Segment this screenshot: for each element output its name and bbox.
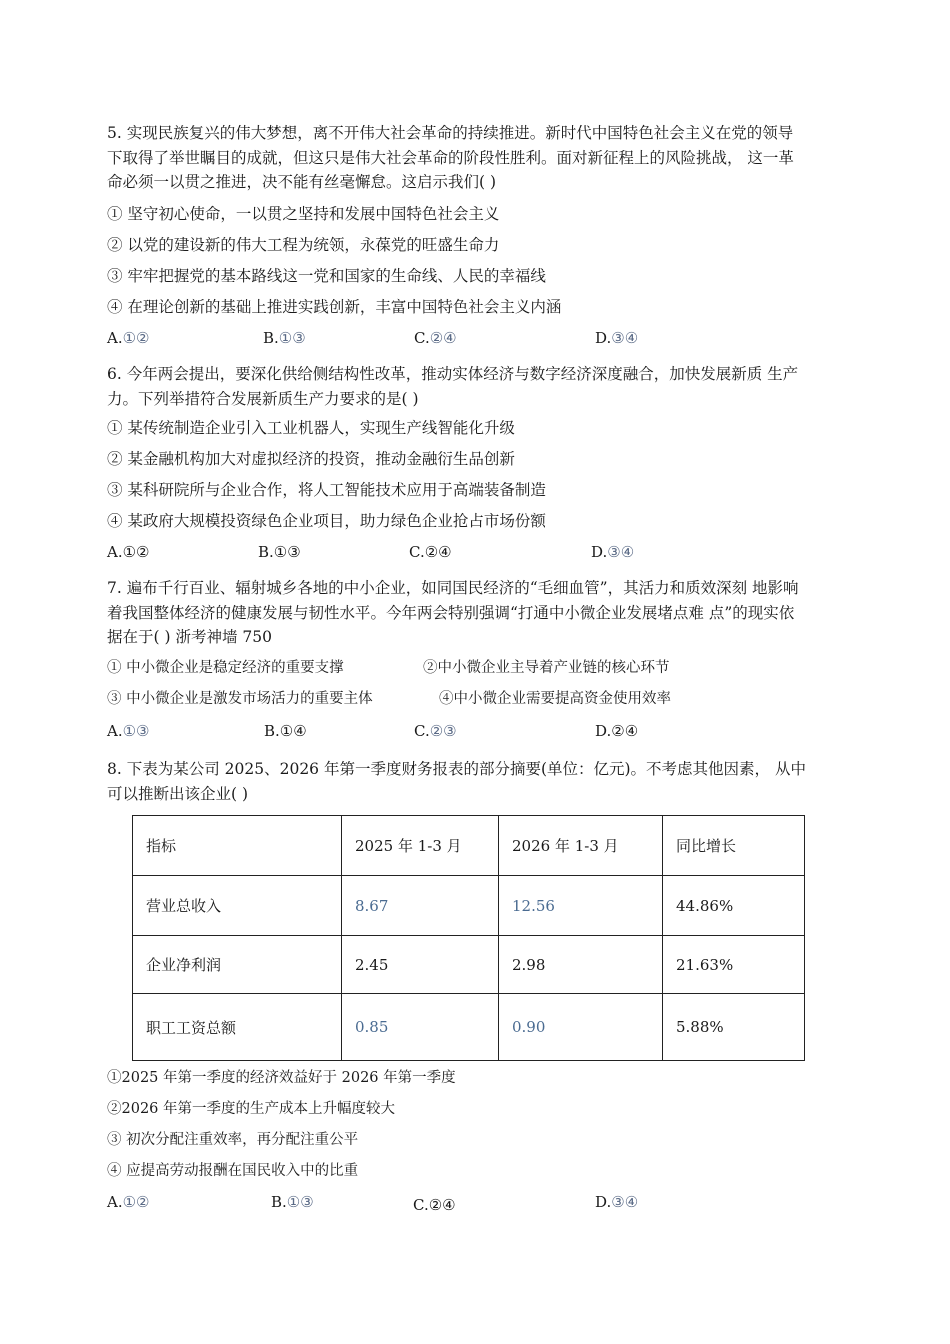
table-cell: 5.88% <box>663 994 805 1061</box>
question-5-option-d[interactable]: D.③④ <box>595 329 639 347</box>
question-8-statement-3: ③ 初次分配注重效率，再分配注重公平 <box>107 1132 359 1148</box>
question-5-stem: 5. 实现民族复兴的伟大梦想，离不开伟大社会革命的持续推进。新时代中国特色社会主义在党的领导下取得了举世瞩目的成就，但这只是伟大社会革命的阶段性胜利。面对新征程上的风险挑战， 这一革命必须一以贯之推进，决不能有丝毫懈怠。这启示我们( ) <box>107 124 794 191</box>
question-7-stem: 7. 遍布千行百业、辐射城乡各地的中小企业，如同国民经济的“毛细血管”，其活力和质效深刻 地影响着我国整体经济的健康发展与韧性水平。今年两会特别强调“打通中小微企业发展堵点难 点”的现实依据在于( ) 浙考神墙 750 <box>107 579 799 646</box>
question-5-statement-2: ② 以党的建设新的伟大工程为统领，永葆党的旺盛生命力 <box>107 236 500 254</box>
question-5-options <box>107 329 807 353</box>
question-5-statement-3: ③ 牢牢把握党的基本路线这一党和国家的生命线、人民的幸福线 <box>107 267 546 285</box>
question-7-options <box>107 722 807 746</box>
table-header-cell: 2026 年 1-3 月 <box>499 816 663 876</box>
table-cell: 2.98 <box>499 936 663 994</box>
table-header-row <box>133 816 805 876</box>
question-5-option-a[interactable]: A.①② <box>107 329 150 347</box>
table-header-cell: 2025 年 1-3 月 <box>342 816 499 876</box>
question-5-statement-1: ① 坚守初心使命，一以贯之坚持和发展中国特色社会主义 <box>107 205 500 223</box>
table-cell: 2.45 <box>342 936 499 994</box>
question-6-options <box>107 543 807 567</box>
question-8-option-a[interactable]: A.①② <box>107 1193 150 1211</box>
question-7-option-c[interactable]: C.②③ <box>414 722 457 740</box>
question-6-stem: 6. 今年两会提出，要深化供给侧结构性改革，推动实体经济与数字经济深度融合，加快发展新质 生产力。下列举措符合发展新质生产力要求的是( ) <box>107 365 799 408</box>
table-cell: 8.67 <box>342 876 499 936</box>
table-cell: 职工工资总额 <box>133 994 342 1061</box>
question-7-option-d[interactable]: D.②④ <box>595 722 639 740</box>
question-7-option-b[interactable]: B.①④ <box>264 722 307 740</box>
question-5-option-c[interactable]: C.②④ <box>414 329 457 347</box>
question-8-options <box>107 1193 807 1217</box>
question-5-option-b[interactable]: B.①③ <box>263 329 306 347</box>
question-7-statement-3: ③ 中小微企业是激发市场活力的重要主体 <box>107 691 373 707</box>
question-6-statement-1: ① 某传统制造企业引入工业机器人，实现生产线智能化升级 <box>107 419 515 437</box>
table-cell: 44.86% <box>663 876 805 936</box>
question-6-statement-3: ③ 某科研院所与企业合作，将人工智能技术应用于高端装备制造 <box>107 481 546 499</box>
question-5-statement-4: ④ 在理论创新的基础上推进实践创新，丰富中国特色社会主义内涵 <box>107 298 562 316</box>
table-cell: 12.56 <box>499 876 663 936</box>
table-header-cell: 同比增长 <box>663 816 805 876</box>
table-row <box>133 994 805 1061</box>
question-6-option-d[interactable]: D.③④ <box>591 543 635 561</box>
table-row <box>133 876 805 936</box>
question-6-statement-4: ④ 某政府大规模投资绿色企业项目，助力绿色企业抢占市场份额 <box>107 512 546 530</box>
question-8-statement-2: ②2026 年第一季度的生产成本上升幅度较大 <box>107 1101 396 1117</box>
table-cell: 0.90 <box>499 994 663 1061</box>
question-7-statement-1: ① 中小微企业是稳定经济的重要支撑 <box>107 660 344 676</box>
table-cell: 0.85 <box>342 994 499 1061</box>
table-cell: 营业总收入 <box>133 876 342 936</box>
financial-summary-table <box>132 815 805 1061</box>
question-8-stem: 8. 下表为某公司 2025、2026 年第一季度财务报表的部分摘要(单位：亿元)。不考虑其他因素， 从中可以推断出该企业( ) <box>107 760 806 803</box>
question-7-option-a[interactable]: A.①③ <box>107 722 150 740</box>
question-8-statement-4: ④ 应提高劳动报酬在国民收入中的比重 <box>107 1163 359 1179</box>
question-7-statement-4: ④中小微企业需要提高资金使用效率 <box>439 691 671 707</box>
table-row <box>133 936 805 994</box>
question-8-option-c[interactable]: C.②④ <box>413 1196 456 1214</box>
table-cell: 企业净利润 <box>133 936 342 994</box>
question-8-option-d[interactable]: D.③④ <box>595 1193 639 1211</box>
question-8-option-b[interactable]: B.①③ <box>271 1193 314 1211</box>
table-cell: 21.63% <box>663 936 805 994</box>
question-6-option-c[interactable]: C.②④ <box>409 543 452 561</box>
question-6-option-b[interactable]: B.①③ <box>258 543 301 561</box>
question-6-option-a[interactable]: A.①② <box>107 543 150 561</box>
table-header-cell: 指标 <box>133 816 342 876</box>
question-7-statement-2: ②中小微企业主导着产业链的核心环节 <box>423 660 670 676</box>
question-6-statement-2: ② 某金融机构加大对虚拟经济的投资，推动金融衍生品创新 <box>107 450 515 468</box>
question-8-statement-1: ①2025 年第一季度的经济效益好于 2026 年第一季度 <box>107 1070 456 1086</box>
